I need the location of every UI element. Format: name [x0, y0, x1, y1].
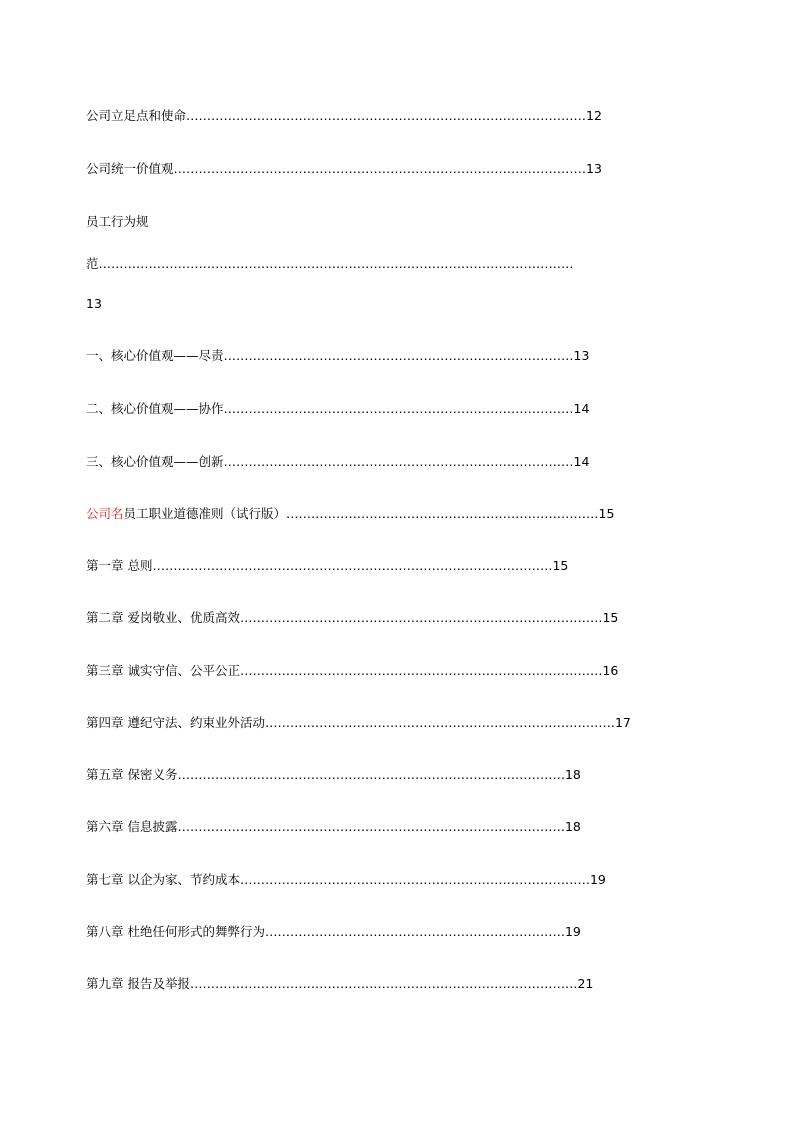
toc-entry-title: 员工职业道德准则（试行版）	[123, 506, 287, 521]
dot-leader: …………………………………………………………………………	[264, 715, 615, 730]
dot-leader: ……………………………………………………………………………………	[186, 108, 587, 123]
toc-entry-title: 员工行为规	[86, 214, 149, 229]
dot-leader: …………………………………………………………………	[286, 506, 599, 521]
toc-entry-11	[86, 715, 631, 731]
toc-entry-page: 15	[598, 506, 615, 521]
toc-entry-page: 13	[86, 296, 102, 311]
toc-entry-page: 17	[614, 715, 631, 730]
toc-entry-8	[86, 558, 568, 574]
toc-entry-page: 15	[602, 610, 619, 625]
dot-leader: …………………………………………………………………………………	[189, 976, 578, 991]
toc-entry-page: 14	[573, 454, 590, 469]
toc-entry-title: 公司立足点和使命	[86, 108, 187, 123]
toc-entry-16	[86, 976, 593, 992]
toc-entry-1	[86, 108, 602, 124]
toc-entry-3-page	[86, 296, 102, 312]
toc-entry-6	[86, 454, 589, 470]
toc-entry-2	[86, 161, 602, 177]
toc-entry-page: 16	[602, 663, 619, 678]
toc-entry-3-line1	[86, 214, 149, 230]
toc-entry-page: 13	[586, 161, 602, 176]
dot-leader: ……………………………………………………………………………	[239, 610, 603, 625]
dot-leader: ……………………………………………………………………………………………………	[98, 256, 574, 271]
toc-entry-title: 第八章 杜绝任何形式的舞弊行为	[86, 924, 265, 939]
toc-entry-4	[86, 348, 589, 364]
toc-entry-page: 18	[564, 819, 581, 834]
toc-entry-title-cont: 范	[86, 256, 99, 271]
toc-entry-3-line2	[86, 256, 574, 272]
toc-entry-title: 第三章 诚实守信、公平公正	[86, 663, 240, 678]
toc-entry-title: 第九章 报告及举报	[86, 976, 190, 991]
toc-entry-page: 12	[586, 108, 602, 123]
toc-entry-10	[86, 663, 618, 679]
toc-entry-title: 第二章 爱岗敬业、优质高效	[86, 610, 240, 625]
dot-leader: ………………………………………………………………	[264, 924, 565, 939]
dot-leader: …………………………………………………………………………	[223, 401, 574, 416]
toc-entry-14	[86, 872, 606, 888]
toc-entry-title: 第七章 以企为家、节约成本	[86, 872, 240, 887]
toc-entry-12	[86, 767, 581, 783]
dot-leader: …………………………………………………………………………………	[177, 767, 565, 782]
dot-leader: …………………………………………………………………………	[223, 454, 574, 469]
dot-leader: …………………………………………………………………………………	[177, 819, 565, 834]
company-name-highlight: 公司名	[86, 506, 124, 521]
toc-entry-title: 第一章 总则	[86, 558, 153, 573]
dot-leader: ………………………………………………………………………………………	[173, 161, 587, 176]
toc-entry-page: 18	[564, 767, 581, 782]
toc-entry-title: 一、核心价值观——尽责	[86, 348, 224, 363]
toc-entry-page: 21	[577, 976, 594, 991]
toc-entry-page: 19	[564, 924, 581, 939]
dot-leader: ……………………………………………………………………………………	[152, 558, 553, 573]
toc-entry-title: 第五章 保密义务	[86, 767, 178, 782]
toc-entry-page: 14	[573, 401, 590, 416]
toc-entry-title: 三、核心价值观——创新	[86, 454, 224, 469]
toc-entry-title: 第四章 遵纪守法、约束业外活动	[86, 715, 265, 730]
toc-entry-page: 19	[589, 872, 606, 887]
toc-entry-title: 第六章 信息披露	[86, 819, 178, 834]
toc-entry-title: 公司统一价值观	[86, 161, 174, 176]
toc-entry-page: 15	[552, 558, 569, 573]
toc-entry-9	[86, 610, 618, 626]
dot-leader: …………………………………………………………………………	[223, 348, 574, 363]
toc-entry-7	[86, 506, 614, 522]
toc-entry-title: 二、核心价值观——协作	[86, 401, 224, 416]
toc-entry-5	[86, 401, 589, 417]
dot-leader: ……………………………………………………………………………	[239, 663, 603, 678]
toc-entry-13	[86, 819, 581, 835]
toc-entry-15	[86, 924, 581, 940]
toc-entry-page: 13	[573, 348, 590, 363]
dot-leader: …………………………………………………………………………	[239, 872, 590, 887]
